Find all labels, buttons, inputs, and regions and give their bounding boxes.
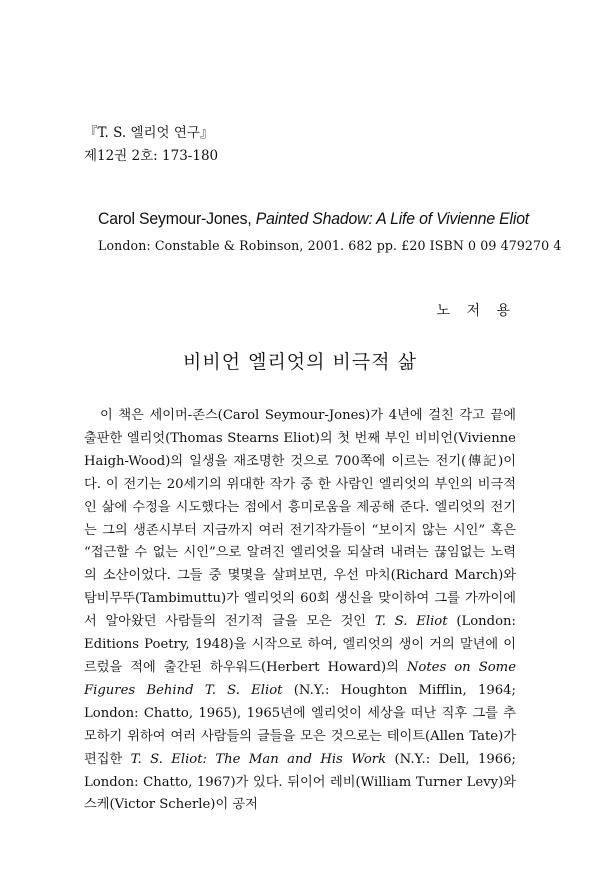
body-text-segment: 이 책은 세이머-존스(Carol Seymour-Jones)가 4년에 걸친 각고 끝에 출판한 엘리엇(Thomas Stearns Eliot)의 첫 번째 부인 비비언(Vivienne Haigh-Wood)의 일생을 재조명한 것으로 700쪽에 이르는 전기(傳記)이다. 이 전기는 20세기의 위대한 작가 중 한 사람인 엘리엇의 부인의 비극적인 삶에 수정을 시도했다는 점에서 흥미로움을 제공해 준다. 엘리엇의 전기는 그의 생존시부터 지금까지 여러 전기작가들이 “보이지 않는 시인” 혹은 “접근할 수 없는 시인”으로 알려진 엘리엇을 되살려 내려는 끊임없는 노력의 소산이었다. 그들 중 몇몇을 살펴보면, 우선 마치(Richard March)와 탐비무뚜(Tambimuttu)가 엘리엇의 60회 생신을 맞이하여 그를 가까이에서 알아왔던 사람들의 전기적 글을 모은 것인 (84, 408, 516, 630)
book-citation: Notes on Some Figures Behind T. S. Eliot (84, 659, 516, 698)
reviewer-name: 노 저 용 (436, 303, 516, 319)
book-title-line (98, 209, 530, 229)
book-citation: T. S. Eliot: The Man and His Work (130, 751, 387, 767)
book-publication: London: Constable & Robinson, 2001. 682 pp. £20 ISBN 0 09 479270 4 (98, 238, 562, 253)
journal-name: 『T. S. 엘리엇 연구』 (84, 125, 214, 141)
body-text-segment: (N.Y.: Houghton Mifflin, 1964; London: Chatto, 1965), 1965년에 엘리엇이 세상을 떠난 직후 그를 추모하기 위하여 여러 사람들의 글들을 모은 것으로는 테이트(Allen Tate)가 편집한 (84, 682, 516, 767)
book-reference (98, 209, 562, 253)
review-title: 비비언 엘리엇의 비극적 삶 (182, 351, 417, 373)
book-title: Painted Shadow: A Life of Vivienne Eliot (255, 209, 530, 228)
book-citation: T. S. Eliot (374, 614, 448, 630)
body-paragraph (84, 405, 516, 817)
body-text-segment: (London: Editions Poetry, 1948)을 시작으로 하여, 엘리엇의 생이 거의 말년에 이르렀을 적에 출간된 하우워드(Herbert Howard)의 (84, 614, 516, 675)
book-author: Carol Seymour-Jones, (98, 209, 252, 228)
journal-issue: 제12권 2호: 173-180 (84, 148, 219, 164)
review-body (84, 405, 516, 817)
journal-header (84, 122, 218, 168)
body-text-segment: (N.Y.: Dell, 1966; London: Chatto, 1967)가 있다. 뒤이어 레비(William Turner Levy)와 스케(Victor Scherle)이 공저 (84, 751, 516, 813)
